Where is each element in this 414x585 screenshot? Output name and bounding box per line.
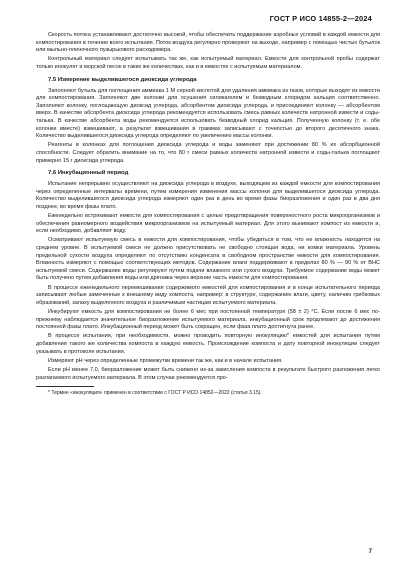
section-heading-7-6: 7.6 Инкубационный период	[48, 170, 129, 177]
page-number: 7	[368, 549, 372, 555]
paragraph: Реагенты в колонках для поглощения диоксида углерода и воды заменяют при достижении 80 % их абсорбционной способности. Следует обратить внимание на то, что 80 г смеси равных количеств натронной извести и соды-талька поглощают примерно 15 г диоксида углерода.	[36, 142, 380, 164]
paragraph: Если pH менее 7,0, биоразложение может быть снижено из-за закисления компоста в результате быстрого разложения легко разлагаемого испытуемого материала. В этом случае рекомендуется про-	[36, 366, 380, 381]
footnote: * Термин «инокуляция» применен в соответствии с ГОСТ Р ИСО 14852—2022 (статья 3.15).	[48, 390, 262, 397]
document-header: ГОСТ Р ИСО 14855-2—2024	[269, 14, 372, 23]
document-body	[36, 32, 380, 398]
paragraph: Контрольный материал следует испытывать так же, как испытуемый материал. Емкости для контрольной пробы содержат только инокулят и морской песок в таких же количествах, как и в емкостях с испытуемым материалом.	[36, 56, 380, 70]
paragraph: Еженедельно встряхивают емкости для компостирования с целью предотвращения поверхностного роста микроорганизмов и обеспечения равномерного воздействия микроорганизмов на испытуемый материал. Для этого вынимают компост из емкости и, если необходимо, добавляют воду.	[36, 213, 380, 235]
footnote-separator	[36, 386, 94, 387]
paragraph: В процессе испытания, при необходимости, можно проводить повторную инокуляцию* емкостей для испытания путем добавления такого же количества компоста в каждую емкость. Происхождение компоста и дату повторной инокуляции следует указывать в протоколе испытания.	[36, 333, 380, 355]
paragraph: Инкубируют емкость для компостирования не более 6 мес при постоянной температуре (58 ± 2) °С. Если после 6 мес по-прежнему наблюдается значительное биоразложение испытуемого материала, инкубационный срок продлевают до достижения постоянной фазы плато. Инкубационный период может быть сокращен, если фаза плато достигнута ранее.	[36, 308, 380, 331]
paragraph: Осматривают испытуемую смесь в емкости для компостирования, чтобы убедиться в том, что ее влажность находится на среднем уровне. В испытуемой смеси не должно присутствовать не свободно стоящая вода, ни комки материала. Уровень предельной сухости воздуха определяют по отсутствию конденсата в свободном пространстве емкости для компостирования. Влажность измеряют с помощью соответствующих методов. Содержание влаги поддерживают в пределах 80 % — 90 % от ВНС испытуемой смеси. Содержание воды регулируют путем подачи влажного или сухого воздуха. Требуемое содержание воды может быть получено путем добавления воды или дренажа через верхние часть емкости для компостирования.	[36, 237, 380, 282]
paragraph: Заполняют бутыль для поглощения аммиака 1 М серной кислотой для удаления аммиака из газов, которые выходят из емкости для компостирования. Заполняют две колонки для осушения силикагелем и безводным хлоридом кальция соответственно. Заполняют колонку, поглощающую диоксид углерода, абсорбентом диоксида углерода, и присоединяют колонку — абсорбентом вверх. В качестве абсорбента диоксида углерода рекомендуется использовать смесь равных количеств натронной извести и соды-талька. В качестве абсорбента воды рекомендуется использовать безводный хлорид кальция. Полученную колонку (т. е. обе колонки вместе) взвешивают, а результат взвешивания в граммах записывают с точностью до второго десятичного знака. Количество выделившегося диоксида углерода определяют по увеличению массы колонки.	[36, 87, 380, 140]
paragraph: Испытание непрерывно осуществляют на диоксида углерода в воздухе, выходящем из каждой емкости для компостирования через определенные интервалы времени, путем измерения изменения массы колонки для выделившегося диоксида углерода. Количество выделившегося диоксида углерода измеряют один раз в день во время фазы биоразложения и один раз в два дня позднее, во время фазы плато.	[36, 181, 380, 210]
paragraph: Скорость потока устанавливают достаточно высокой, чтобы обеспечить поддержание аэробных условий в каждой емкости для компостирования в течение всего испытания. Поток воздуха регулярно проверяют на выходе, например с помощью чистых бутылок или мыльно-пленочного пузырькового расходомера.	[36, 32, 380, 54]
paragraph: Измеряют pH через определенные промежутки времени так же, как и в начале испытания.	[48, 357, 283, 364]
paragraph: В процессе еженедельного перемешивания содержимого емкостей для компостирования и в конце испытательного периода записывают любые замеченные к внешнему виду компоста, например: в структуре, содержанию влаги, цвету, наличию грибковых образований, запаху выделенного воздуха и различимым частицам испытуемого материала.	[36, 284, 380, 306]
section-heading-7-5: 7.5 Измерение выделившегося диоксида углерода	[48, 76, 197, 83]
